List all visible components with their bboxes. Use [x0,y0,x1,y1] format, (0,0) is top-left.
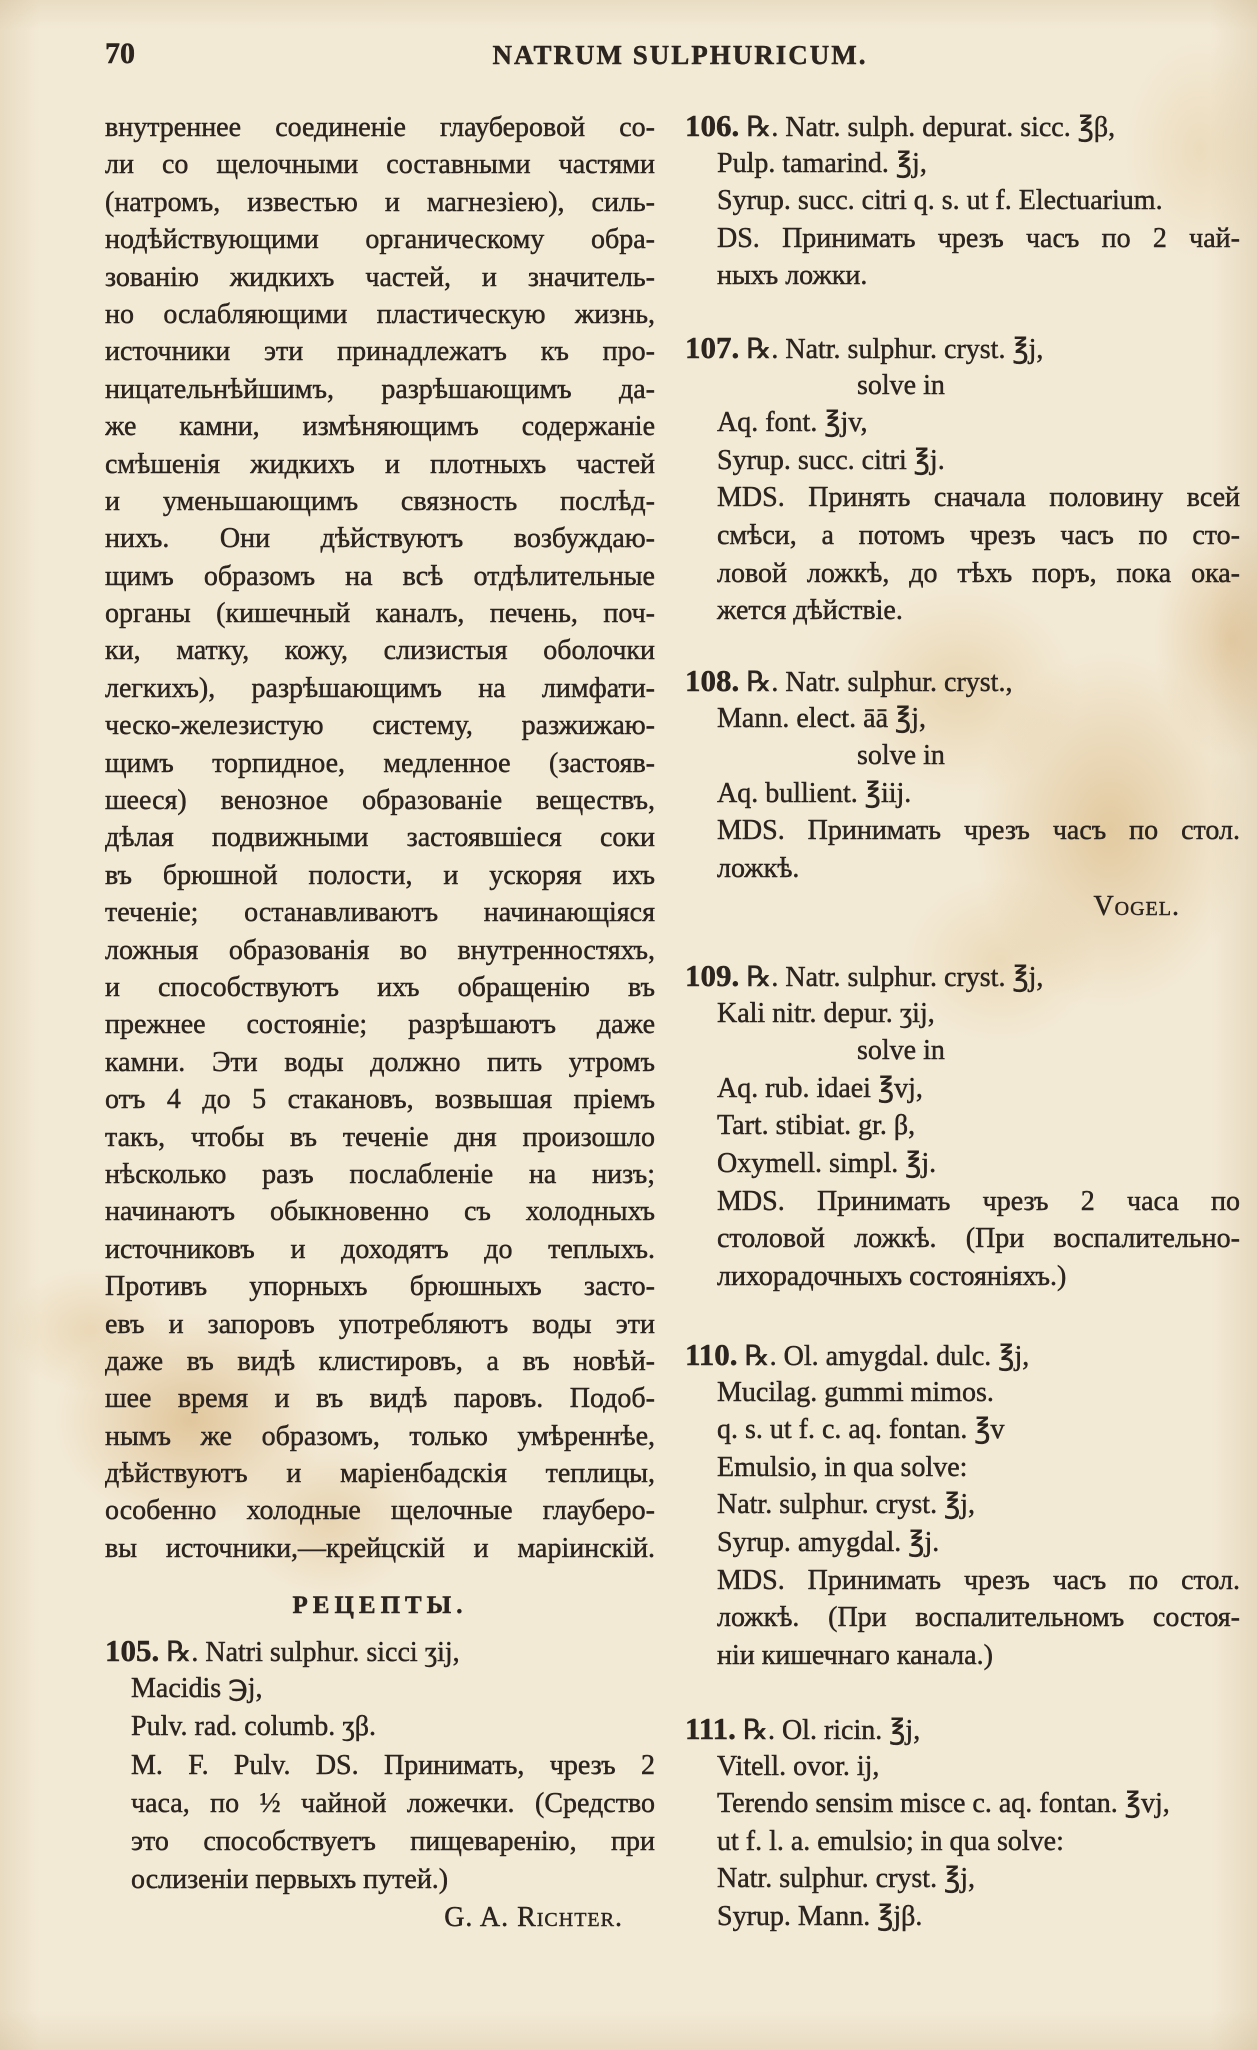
recipe-109 [685,957,1240,1295]
recipe-number: 109. [685,958,740,993]
body-text-line: шееся) венозное образованіе веществъ, [105,785,655,817]
body-text-line: отъ 4 до 5 стакановъ, возвышая пріемъ [105,1084,655,1116]
recipe-line: Syrup. succ. citri q. s. ut f. Electuarium. [717,185,1163,217]
recipe-line: Natr. sulphur. cryst. ℥j, [717,1863,976,1895]
recipe-line: смѣси, а потомъ чрезъ часъ по сто- [717,519,1240,551]
recipe-number: 108. [685,663,740,698]
body-text-line: внутреннее соединеніе глауберовой со- [105,112,655,143]
recipe-line: столовой ложкѣ. (При воспалительно- [717,1223,1240,1255]
recipe-line: ut f. l. a. emulsio; in qua solve: [717,1825,1064,1857]
body-text-line: ложныя образованія во внутренностяхъ, [105,934,655,966]
recipe-line: Syrup. amygdal. ℥j. [717,1526,940,1558]
recipe-line: Pulp. tamarind. ℥j, [717,147,927,179]
recipe-line: Terendo sensim misce c. aq. fontan. ℥vj, [717,1788,1170,1820]
recipe-line: ложкѣ. (При воспалительномъ состоя- [717,1602,1240,1634]
body-text-line: смѣшенія жидкихъ и плотныхъ частей [105,448,655,480]
body-text-line: дѣйствуютъ и маріенбадскія теплицы, [105,1458,655,1490]
recipe-line: ℞. Ol. amygdal. dulc. ℥j, [744,1341,1030,1372]
recipe-number: 111. [685,1711,736,1746]
recipe-line: solve in [857,369,945,401]
recipe-line: q. s. ut f. c. aq. fontan. ℥v [717,1414,1005,1446]
body-text-line: Противъ упорныхъ брюшныхъ засто- [105,1271,655,1303]
body-text-line: ческо-железистую систему, разжижаю- [105,710,655,742]
recipe-line: MDS. Принимать чрезъ 2 часа по [717,1185,1240,1217]
recipe-line: жется дѣйствіе. [717,595,903,627]
recipes-heading: РЕЦЕПТЫ. [292,1592,468,1619]
recipe-line: Mann. elect. āā ℥j, [717,702,926,734]
recipe-line: Pulv. rad. columb. ʒβ. [131,1711,376,1743]
recipe-line: Kali nitr. depur. ʒij, [717,997,935,1029]
recipe-line: MDS. Принимать чрезъ часъ по стол. [717,1564,1240,1596]
recipe-110 [685,1336,1240,1674]
body-text-line: нодѣйствующими органическому обра- [105,224,655,256]
body-text-line: нихъ. Они дѣйствуютъ возбуждаю- [105,523,655,555]
body-text-line: источниковъ и доходятъ до теплыхъ. [105,1233,655,1265]
recipe-line: ℞. Natr. sulphur. cryst. ℥j, [746,962,1044,993]
recipe-line: ℞. Natri sulphur. sicci ʒij, [166,1637,460,1668]
recipe-105 [105,1632,655,1938]
recipe-author: Vogel. [1093,890,1180,922]
recipe-line: ℞. Natr. sulphur. cryst., [746,667,1013,698]
running-title: NATRUM SULPHURICUM. [492,40,868,70]
recipe-line: Macidis ℈j, [131,1673,263,1705]
recipe-line: Aq. rub. idaei ℥vj, [717,1072,923,1104]
recipe-first-line [685,1710,1240,1748]
body-text-line: же камни, измѣняющимъ содержаніе [105,411,655,443]
body-text-line: дѣлая подвижными застоявшіеся соки [105,822,655,854]
recipe-line: ніи кишечнаго канала.) [717,1639,993,1671]
recipe-line: Tart. stibiat. gr. β, [717,1110,916,1142]
body-text-line: въ брюшной полости, и ускоряя ихъ [105,859,655,891]
recipe-first-line [685,957,1240,995]
recipe-line: Emulsio, in qua solve: [717,1451,968,1483]
recipe-first-line [685,329,1240,367]
recipe-line: это способствуетъ пищеваренію, при [131,1825,655,1857]
body-text-line: и способствуютъ ихъ обращенію въ [105,971,655,1003]
body-text-line: камни. Эти воды должно пить утромъ [105,1046,655,1078]
recipe-first-line [685,107,1240,145]
recipe-line: Syrup. Mann. ℥jβ. [717,1900,923,1932]
recipe-line: Vitell. ovor. ij, [717,1750,880,1782]
recipe-line: MDS. Принять сначала половину всей [717,482,1240,514]
recipe-line: часа, по ½ чайной ложечки. (Средство [131,1787,655,1819]
recipe-first-line [105,1632,655,1670]
page-number: 70 [105,37,135,70]
body-text-line: (натромъ, известью и магнезіею), силь- [105,186,655,218]
recipe-line: solve in [857,740,945,772]
body-text-line: нымъ же образомъ, только умѣреннѣе, [105,1420,655,1452]
recipe-107 [685,329,1240,630]
body-text-line: теченіе; останавливаютъ начинающіяся [105,897,655,929]
body-text-line: особенно холодные щелочные глауберо- [105,1495,655,1527]
body-text-line: источники эти принадлежатъ къ про- [105,336,655,368]
body-text-line: ли со щелочными составными частями [105,149,655,181]
recipe-line: Oxymell. simpl. ℥j. [717,1147,937,1179]
body-text-line: и уменьшающимъ связность послѣд- [105,485,655,517]
body-text-line: вы источники,—крейцскій и маріинскій. [105,1532,655,1564]
body-text-line: щимъ образомъ на всѣ отдѣлительные [105,560,655,592]
recipe-line: Natr. sulphur. cryst. ℥j, [717,1489,976,1521]
recipe-line: лихорадочныхъ состояніяхъ.) [717,1260,1067,1292]
recipe-108 [685,662,1240,925]
body-text-line: евъ и запоровъ употребляютъ воды эти [105,1308,655,1340]
recipe-line: M. F. Pulv. DS. Принимать, чрезъ 2 [131,1749,655,1781]
recipe-author: G. A. Richter. [444,1902,623,1934]
recipe-line: ℞. Ol. ricin. ℥j, [742,1715,921,1746]
body-text-line: щимъ торпидное, медленное (застояв- [105,747,655,779]
recipe-line: Syrup. succ. citri ℥j. [717,444,945,476]
recipe-first-line [685,662,1240,700]
recipe-111 [685,1710,1240,1936]
recipe-number: 105. [105,1633,160,1668]
body-text-column [105,109,655,1567]
recipe-line: Aq. bullient. ℥iij. [717,777,912,809]
body-text-line: зованію жидкихъ частей, и значитель- [105,261,655,293]
recipe-number: 110. [685,1337,738,1372]
recipe-number: 106. [685,108,740,143]
body-text-line: прежнее состояніе; разрѣшаютъ даже [105,1009,655,1041]
recipe-number: 107. [685,330,740,365]
recipe-line: solve in [857,1035,945,1067]
recipe-line: ложкѣ. [717,852,800,884]
body-text-line: даже въ видѣ клистировъ, а въ новѣй- [105,1345,655,1377]
body-text-line: такъ, чтобы въ теченіе дня произошло [105,1121,655,1153]
recipe-line: ℞. Natr. sulphur. cryst. ℥j, [746,334,1044,365]
recipe-first-line [685,1336,1240,1374]
body-text-line: органы (кишечный каналъ, печень, поч- [105,598,655,630]
body-text-line: нѣсколько разъ послабленіе на низъ; [105,1158,655,1190]
recipe-line: ныхъ ложки. [717,260,868,292]
recipe-line: ослизеніи первыхъ путей.) [131,1864,449,1896]
body-text-line: начинаютъ обыкновенно съ холодныхъ [105,1196,655,1228]
body-text-line: но ослабляющими пластическую жизнь, [105,298,655,330]
body-text-line: ки, матку, кожу, слизистыя оболочки [105,635,655,667]
body-text-line: ницательнѣйшимъ, разрѣшающимъ да- [105,373,655,405]
recipe-line: MDS. Принимать чрезъ часъ по стол. [717,815,1240,847]
recipe-line: Mucilag. gummi mimos. [717,1376,994,1408]
body-text-line: шее время и въ видѣ паровъ. Подоб- [105,1383,655,1415]
recipe-line: ℞. Natr. sulph. depurat. sicc. ℥β, [746,112,1116,143]
recipe-line: DS. Принимать чрезъ часъ по 2 чай- [717,222,1240,254]
recipe-line: ловой ложкѣ, до тѣхъ поръ, пока ока- [717,557,1240,589]
body-text-line: легкихъ), разрѣшающимъ на лимфати- [105,672,655,704]
recipe-line: Aq. font. ℥jv, [717,407,868,439]
recipe-106 [685,107,1240,295]
